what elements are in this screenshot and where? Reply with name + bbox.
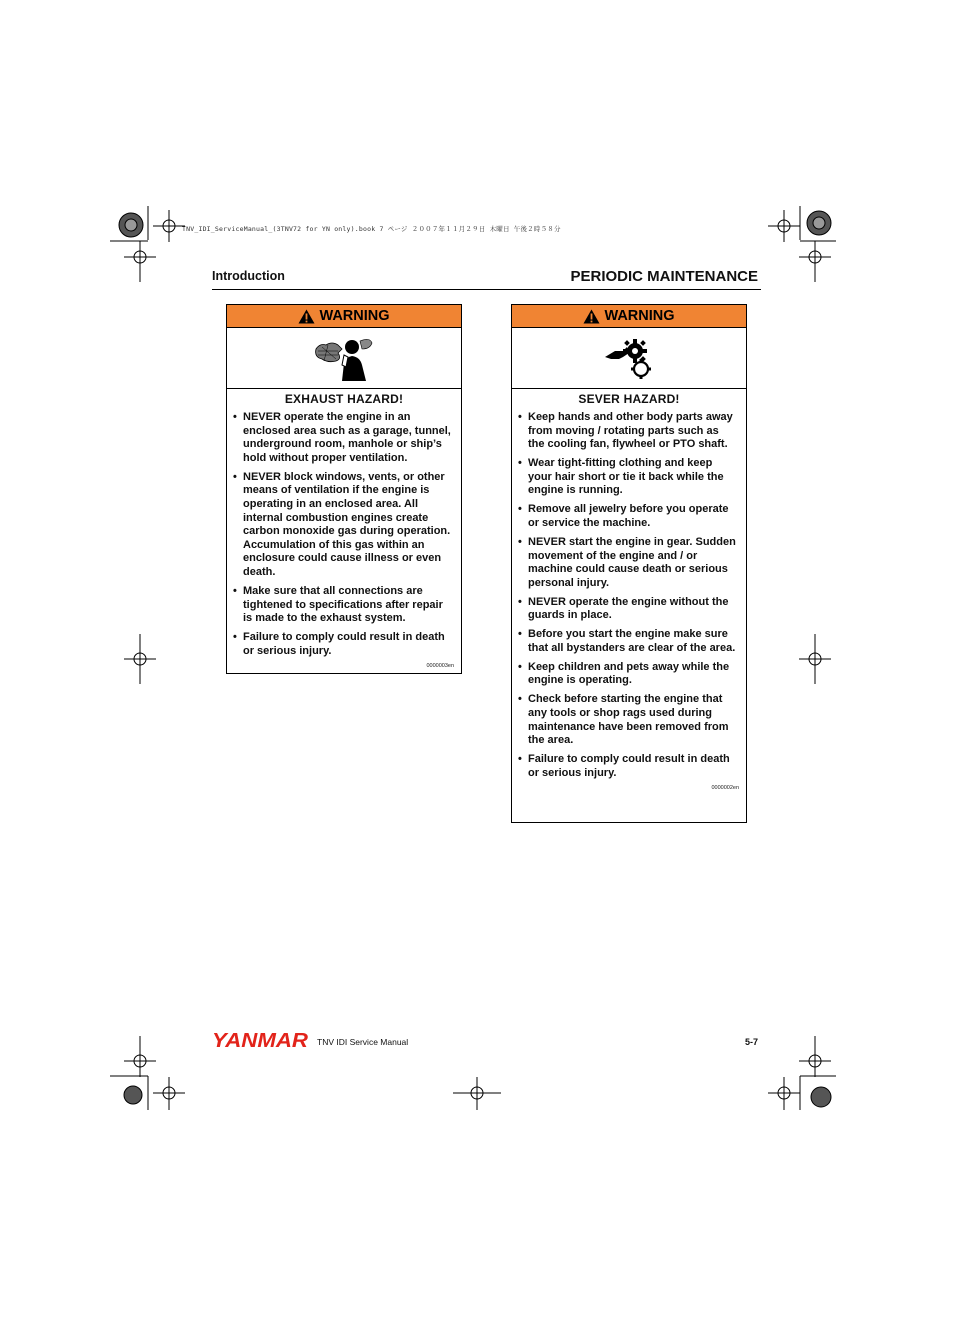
header-rule [212, 289, 761, 290]
chapter-header: PERIODIC MAINTENANCE [570, 268, 758, 285]
warning-triangle-icon [298, 309, 315, 324]
list-item: • NEVER operate the engine in an enclosed area such as a garage, tunnel, underground room, manhole or ship’s hold without proper ventilation. [233, 411, 453, 465]
list-item: • Make sure that all connections are tightened to specifications after repair is made to the exhaust system. [233, 585, 453, 626]
label-code: 0000003en [426, 662, 454, 669]
list-item: • Wear tight-fitting clothing and keep your hair short or tie it back while the engine is running. [518, 457, 738, 498]
list-item: • Failure to comply could result in death or serious injury. [518, 753, 738, 780]
warning-banner [227, 305, 461, 328]
print-slug-line: TNV_IDI_ServiceManual_(3TNV72 for YN only).book 7 ページ ２００７年１１月２９日 木曜日 午後２時５８分 [182, 225, 561, 233]
warning-label: WARNING [319, 308, 390, 324]
sever-warning-box [511, 304, 747, 823]
warning-banner [512, 305, 746, 328]
list-item: • Keep children and pets away while the engine is operating. [518, 661, 738, 688]
list-item: • Failure to comply could result in death or serious injury. [233, 631, 453, 658]
hazard-title: SEVER HAZARD! [578, 392, 680, 406]
exhaust-hazard-icon [314, 333, 374, 383]
exhaust-warning-box [226, 304, 462, 674]
warning-triangle-icon [583, 309, 600, 324]
list-item: • NEVER operate the engine without the guards in place. [518, 596, 738, 623]
label-code: 0000002en [711, 784, 739, 791]
yanmar-logo [212, 1030, 310, 1055]
page-number: 5-7 [745, 1037, 759, 1047]
hazard-title: EXHAUST HAZARD! [284, 392, 404, 406]
warning-list [227, 411, 461, 658]
sever-hazard-icon [601, 335, 657, 381]
manual-title: TNV IDI Service Manual [317, 1037, 409, 1047]
list-item: • Remove all jewelry before you operate or service the machine. [518, 503, 738, 530]
pictogram-area [227, 328, 461, 389]
list-item: • Keep hands and other body parts away from moving / rotating parts such as the cooling fan, flywheel or PTO shaft. [518, 411, 738, 452]
pictogram-area [512, 328, 746, 389]
warning-list [512, 411, 746, 780]
section-header: Introduction [212, 269, 285, 283]
list-item: • Before you start the engine make sure that all bystanders are clear of the area. [518, 628, 738, 655]
brand-text: YANMAR [212, 1030, 309, 1050]
warning-label: WARNING [604, 308, 675, 324]
list-item: • Check before starting the engine that any tools or shop rags used during maintenance have been removed from the area. [518, 693, 738, 747]
list-item: • NEVER start the engine in gear. Sudden movement of the engine and / or machine could cause death or serious personal injury. [518, 536, 738, 590]
list-item: • NEVER block windows, vents, or other means of ventilation if the engine is operating in an enclosed area. All internal combustion engines create carbon monoxide gas during operation. Accumulation of this gas within an enclosure could cause illness or even death. [233, 471, 453, 580]
